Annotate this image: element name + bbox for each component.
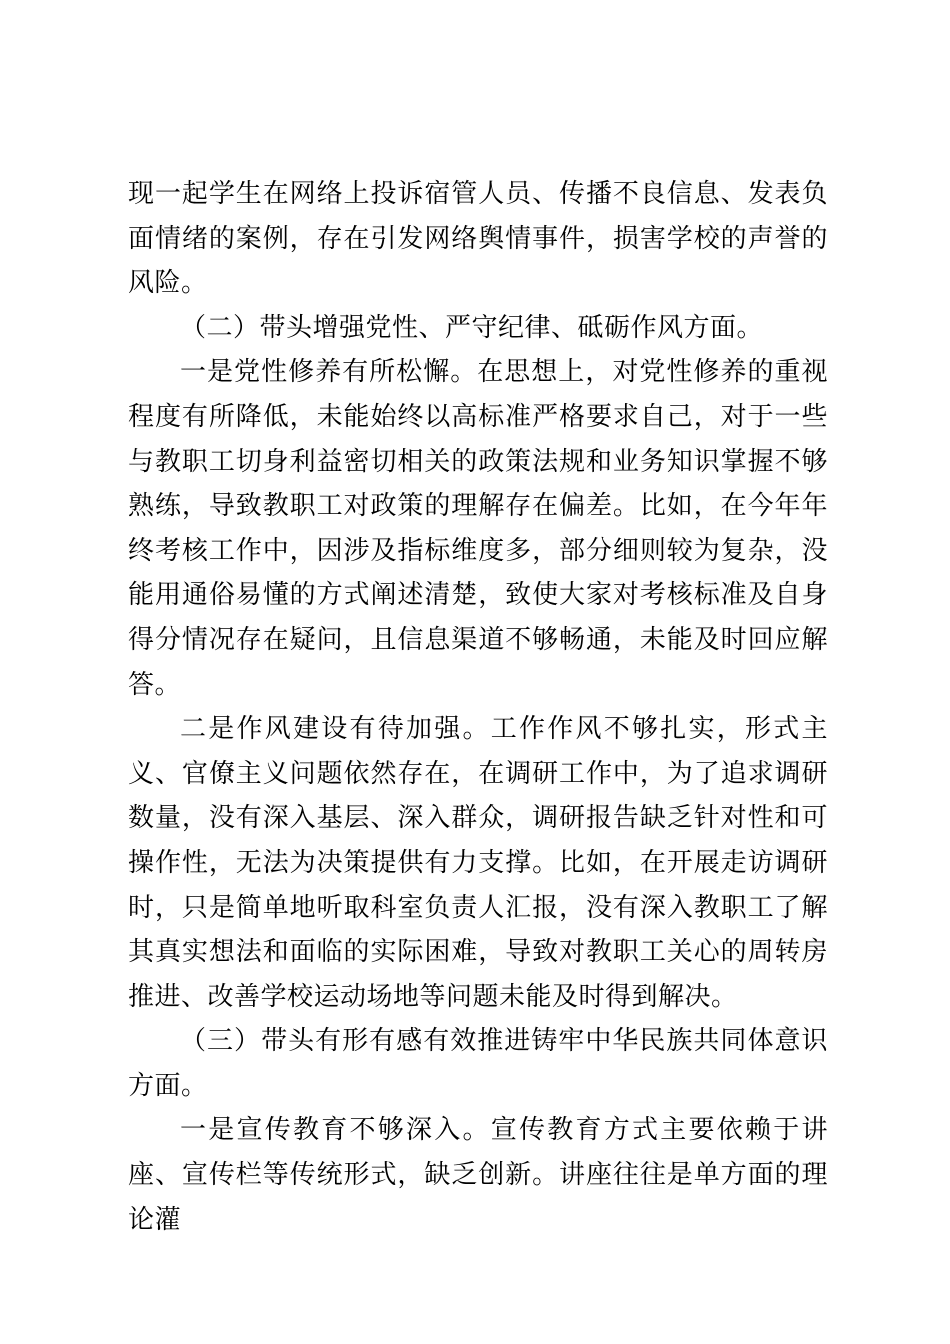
paragraph-continuation: 现一起学生在网络上投诉宿管人员、传播不良信息、发表负面情绪的案例，存在引发网络舆情事件，损害学校的声誉的风险。	[128, 179, 828, 299]
section-heading-two: （二）带头增强党性、严守纪律、砥砺作风方面。	[180, 312, 764, 343]
section-heading-three: （三）带头有形有感有效推进铸牢中华民族共同体意识方面。	[128, 1026, 828, 1101]
paragraph-publicity-education: 一是宣传教育不够深入。宣传教育方式主要依赖于讲座、宣传栏等传统形式，缺乏创新。讲座往往是单方面的理论灌	[128, 1115, 828, 1235]
document-page	[128, 172, 828, 1242]
paragraph-work-style: 二是作风建设有待加强。工作作风不够扎实，形式主义、官僚主义问题依然存在，在调研工作中，为了追求调研数量，没有深入基层、深入群众，调研报告缺乏针对性和可操作性，无法为决策提供有力支撑。比如，在开展走访调研时，只是简单地听取科室负责人汇报，没有深入教职工了解其真实想法和面临的实际困难，导致对教职工关心的周转房推进、改善学校运动场地等问题未能及时得到解决。	[128, 714, 828, 1012]
paragraph-party-spirit: 一是党性修养有所松懈。在思想上，对党性修养的重视程度有所降低，未能始终以高标准严格要求自己，对于一些与教职工切身利益密切相关的政策法规和业务知识掌握不够熟练，导致教职工对政策的理解存在偏差。比如，在今年年终考核工作中，因涉及指标维度多，部分细则较为复杂，没能用通俗易懂的方式阐述清楚，致使大家对考核标准及自身得分情况存在疑问，且信息渠道不够畅通，未能及时回应解答。	[128, 357, 828, 700]
